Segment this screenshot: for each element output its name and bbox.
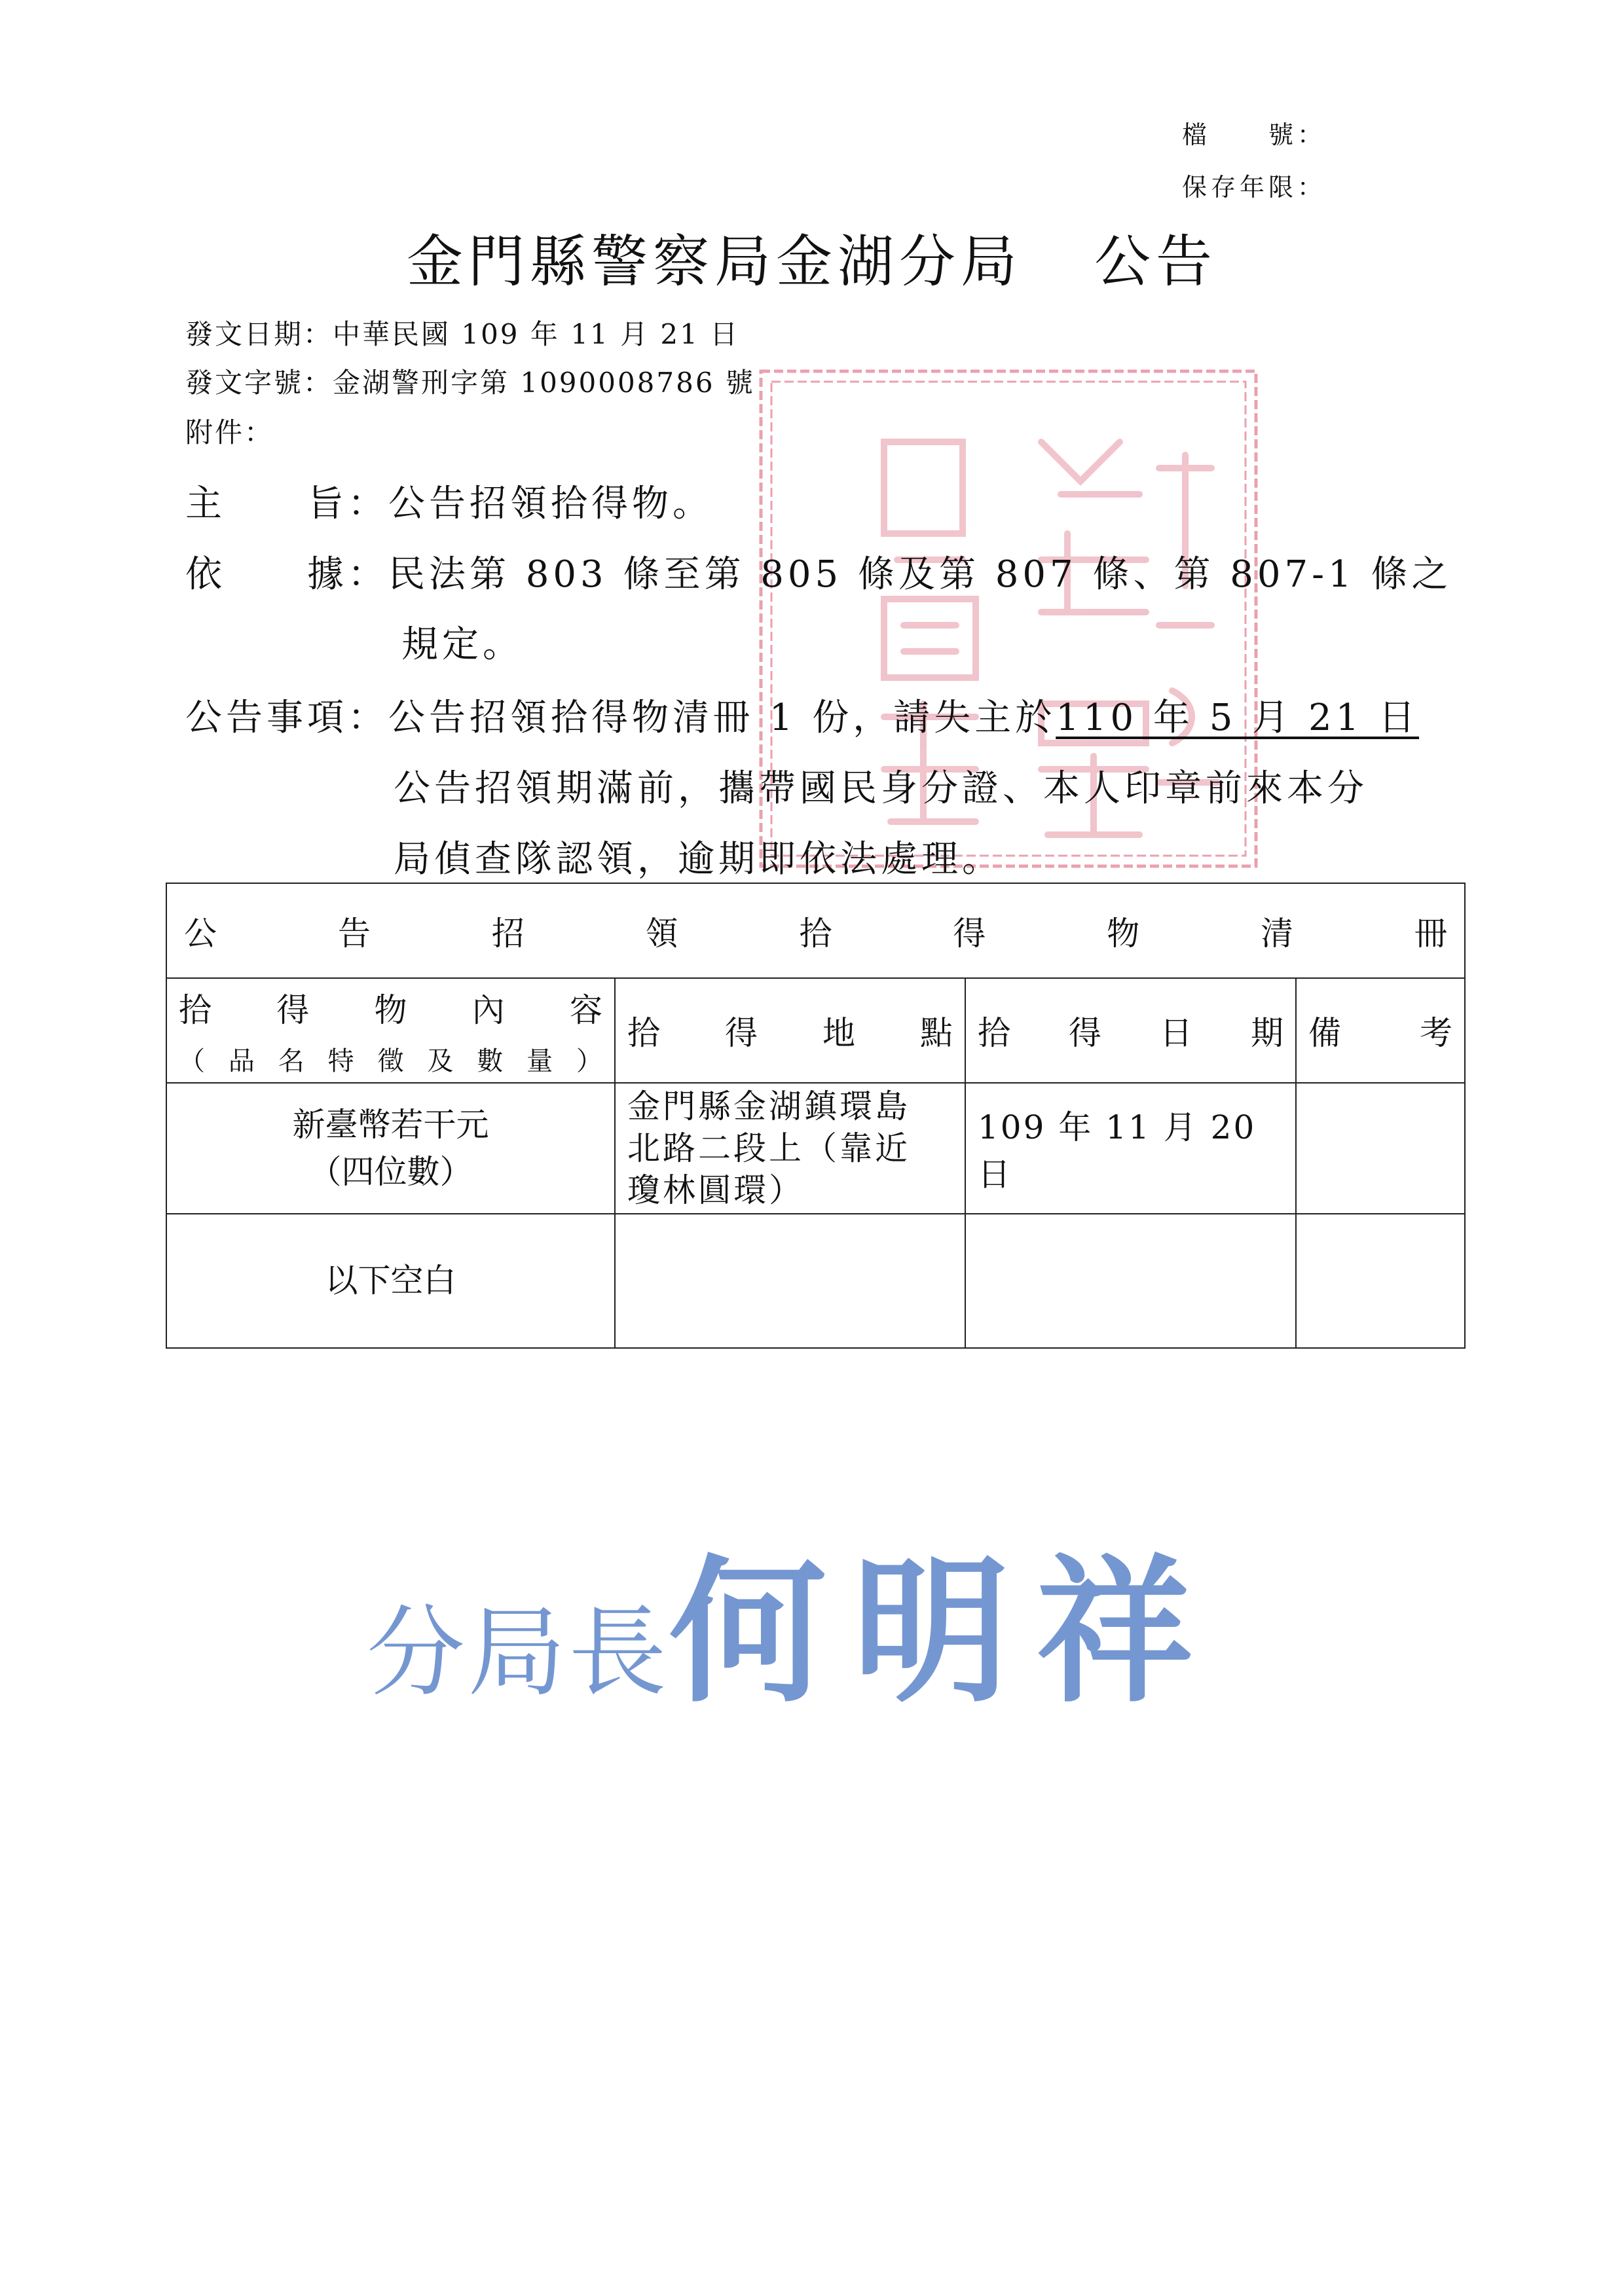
signature-title: 分局長 [367,1596,670,1710]
basis-text-line-2: 規定。 [401,623,523,666]
issue-date: 發文日期：中華民國 109 年 11 月 21 日 [185,318,740,350]
header-found-date [965,978,1296,1083]
table-title-char: 公 [184,914,217,953]
header-char: 得 [1069,1014,1101,1052]
header-char: 點 [920,1014,953,1052]
header-sub-char: 品 [228,1046,255,1076]
agency-name: 金門縣警察局金湖分局 [407,229,1022,295]
table-row [166,1083,1465,1214]
notice-label: 公告事項： [185,697,388,739]
subject-row [185,475,713,527]
header-sub-char: 量 [526,1046,553,1076]
header-item-content [166,978,615,1083]
reference-number: 發文字號：金湖警刑字第 1090008786 號 [185,367,755,399]
header-char: 得 [276,991,310,1029]
found-location-cell [615,1083,965,1214]
table-title-row [166,883,1465,978]
notice-row [185,689,1419,741]
table-title-char: 告 [337,914,371,953]
header-sub-char: 數 [477,1046,504,1076]
table-header-row [166,978,1465,1083]
signature-name: 何明祥 [669,1539,1220,1724]
header-char: 拾 [627,1014,660,1052]
basis-label: 依 據： [185,553,388,596]
basis-row [185,545,1452,598]
deadline-date: 110 年 5 月 21 日 [1056,697,1420,739]
header-char: 期 [1251,1014,1283,1052]
table-title-char: 招 [491,914,525,953]
header-sub-char: ） [576,1046,602,1076]
table-title-char: 拾 [799,914,832,953]
location-line-3: 瓊林圓環） [627,1171,804,1209]
remarks-cell [1296,1214,1465,1348]
table-title-char: 物 [1107,914,1140,953]
header-char: 拾 [978,1014,1010,1052]
header-char: 拾 [179,991,212,1029]
header-found-location [615,978,965,1083]
page-title [0,216,1624,297]
location-line-2: 北路二段上（靠近 [627,1129,910,1167]
notice-text-line-2: 公告招領期滿前，攜帶國民身分證、本人印章前來本分 [394,767,1368,810]
item-content-cell [166,1083,615,1214]
header-sub-char: （ [179,1046,205,1076]
header-sub-char: 名 [278,1046,304,1076]
header-char: 考 [1420,1014,1452,1052]
found-location-cell [615,1214,965,1348]
header-char: 日 [1160,1014,1192,1052]
item-quantity: （四位數） [308,1153,473,1191]
table-title [166,883,1465,978]
file-number-label: 檔 號： [1182,120,1327,149]
basis-text-line-1: 民法第 803 條至第 805 條及第 807 條、第 807-1 條之 [388,553,1452,596]
notice-text-line-1: 公告招領拾得物清冊 1 份，請失主於 [388,697,1056,739]
header-char: 地 [822,1014,855,1052]
found-date-cell: 109 年 11 月 20 日 [965,1083,1296,1214]
table-title-char: 領 [645,914,678,953]
item-content-cell [166,1214,615,1348]
header-char: 物 [374,991,407,1029]
header-char: 得 [725,1014,758,1052]
director-signature-stamp [367,1506,1219,1732]
remarks-cell [1296,1083,1465,1214]
table-row [166,1214,1465,1348]
blank-below-text: 以下空白 [325,1262,456,1300]
found-date-cell [965,1214,1296,1348]
subject-label: 主 旨： [185,483,388,525]
header-sub-char: 特 [327,1046,354,1076]
header-char: 容 [570,991,602,1029]
document-type: 公告 [1094,229,1217,295]
header-char: 內 [471,991,505,1029]
retention-period-label: 保存年限： [1182,173,1327,202]
header-char: 備 [1308,1014,1341,1052]
header-remarks [1296,978,1465,1083]
attachment-line: 附件： [185,416,274,448]
notice-text-line-3: 局偵查隊認領，逾期即依法處理。 [394,838,1003,881]
header-sub-char: 徵 [377,1046,404,1076]
header-sub-char: 及 [427,1046,454,1076]
table-title-char: 冊 [1414,914,1447,953]
item-name: 新臺幣若干元 [292,1105,489,1144]
table-title-char: 清 [1261,914,1294,953]
subject-text: 公告招領拾得物。 [388,483,713,525]
found-items-list-table [166,883,1466,1349]
location-line-1: 金門縣金湖鎮環島 [627,1087,910,1125]
table-title-char: 得 [953,914,986,953]
